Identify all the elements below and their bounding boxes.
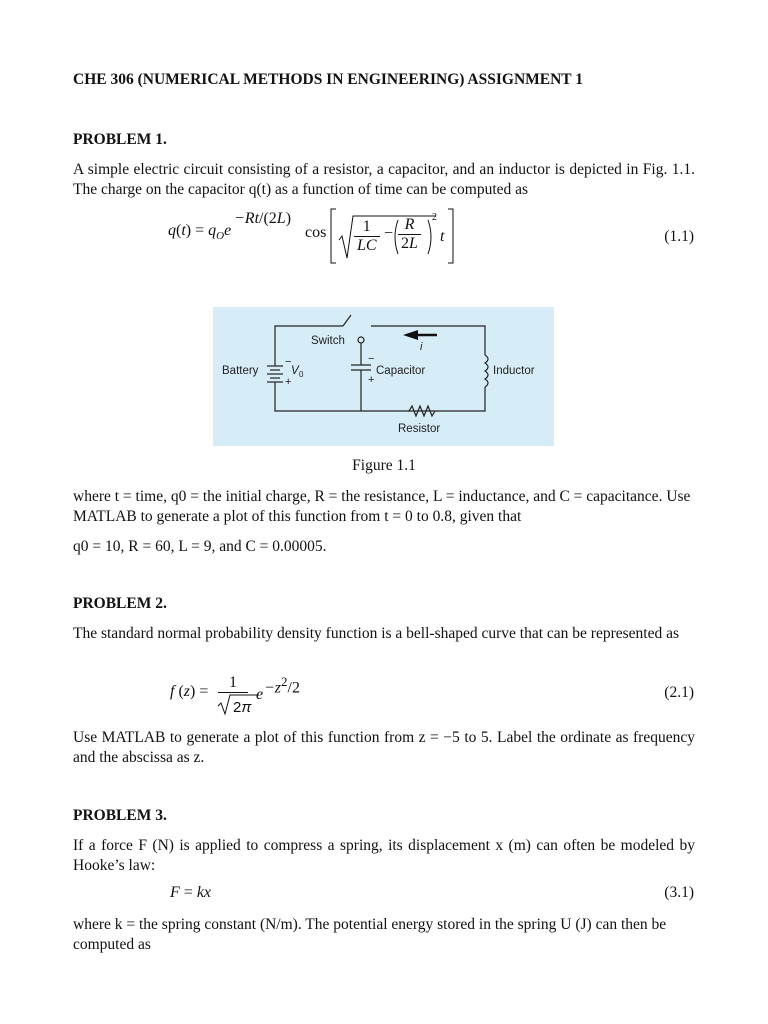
equation-2-1-number: (2.1): [664, 684, 694, 701]
problem-1-heading: PROBLEM 1.: [73, 131, 167, 148]
equation-1-1-number: (1.1): [664, 228, 694, 245]
capacitor-minus: −: [368, 353, 375, 365]
problem-3-heading: PROBLEM 3.: [73, 807, 167, 824]
v0-subscript: 0: [299, 370, 304, 379]
problem-1-intro: A simple electric circuit consisting of a resistor, a capacitor, and an inductor is depicted in Fig. 1.1. The charge on the capacitor q(t) as a function of time can be computed as: [73, 161, 695, 198]
switch-contact: [358, 337, 364, 343]
resistor-label: Resistor: [398, 423, 441, 435]
inductor-label: Inductor: [493, 365, 535, 377]
problem-2-task: Use MATLAB to generate a plot of this function from z = −5 to 5. Label the ordinate as frequency and the abscissa as z.: [73, 729, 695, 766]
problem-2-heading: PROBLEM 2.: [73, 595, 167, 612]
current-label: i: [420, 341, 423, 353]
v0-label: V: [291, 365, 299, 377]
problem-2-intro: The standard normal probability density function is a bell-shaped curve that can be represented as: [73, 625, 680, 642]
equation-3-1: F = kx: [170, 884, 212, 901]
battery-minus: −: [285, 356, 292, 368]
capacitor-label: Capacitor: [376, 365, 426, 377]
circuit-figure: [213, 307, 554, 446]
capacitor-plus: +: [368, 374, 375, 386]
problem-3-tail: where k = the spring constant (N/m). The potential energy stored in the spring U (J) can then be computed as: [73, 916, 667, 953]
problem-1-where-text: where t = time, q0 = the initial charge, R = the resistance, L = inductance, and C = capacitance. Use MATLAB to generate a plot of this function from t = 0 to 0.8, given that: [73, 488, 691, 525]
switch-label: Switch: [311, 335, 345, 347]
svg-text:2π: 2π: [233, 699, 252, 716]
equation-3-1-number: (3.1): [664, 884, 694, 901]
document-title: CHE 306 (NUMERICAL METHODS IN ENGINEERING) ASSIGNMENT 1: [73, 71, 583, 88]
sqrt-2pi: [217, 692, 261, 718]
figure-caption: Figure 1.1: [352, 457, 416, 474]
battery-label: Battery: [222, 365, 259, 377]
problem-3-intro: If a force F (N) is applied to compress a spring, its displacement x (m) can often be modeled by Hooke’s law:: [73, 837, 695, 874]
battery-plus: +: [285, 376, 292, 388]
problem-1-given-values: q0 = 10, R = 60, L = 9, and C = 0.00005.: [73, 538, 327, 555]
